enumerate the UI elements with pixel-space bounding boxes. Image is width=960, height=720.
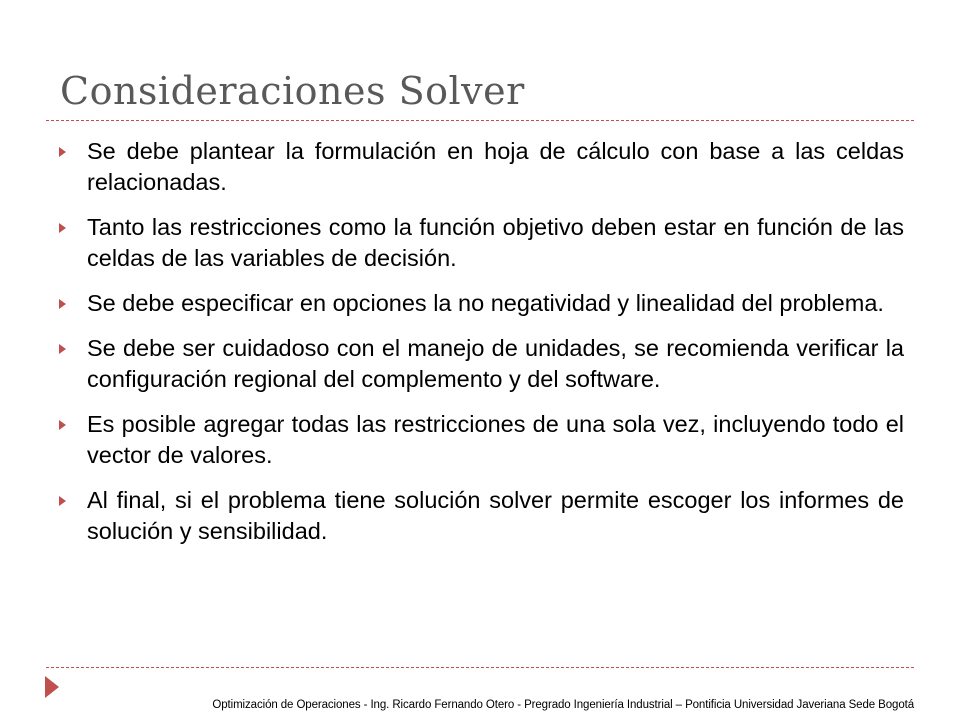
- bullet-text: Es posible agregar todas las restricciones de una sola vez, incluyendo todo el vector de valores.: [87, 411, 904, 468]
- bullet-text: Al final, si el problema tiene solución solver permite escoger los informes de solución y sensibilidad.: [87, 487, 904, 544]
- triangle-right-icon: [59, 223, 66, 233]
- bullet-item: [56, 333, 904, 395]
- bullet-item: [56, 288, 904, 319]
- bullet-list: [56, 136, 904, 561]
- bullet-item: [56, 409, 904, 471]
- bullet-text: Tanto las restricciones como la función objetivo deben estar en función de las celdas de las variables de decisión.: [87, 214, 904, 271]
- bullet-item: [56, 136, 904, 198]
- footer-triangle-icon: [45, 676, 59, 698]
- bullet-item: [56, 212, 904, 274]
- triangle-right-icon: [59, 496, 66, 506]
- title-divider: [46, 120, 914, 121]
- footer-text: Optimización de Operaciones - Ing. Ricardo Fernando Otero - Pregrado Ingeniería Industrial – Pontificia Universidad Javeriana Sede Bogotá: [212, 699, 914, 711]
- slide-title: Consideraciones Solver: [60, 69, 525, 113]
- bullet-text: Se debe plantear la formulación en hoja de cálculo con base a las celdas relacionadas.: [87, 138, 904, 195]
- footer-divider: [46, 667, 914, 668]
- triangle-right-icon: [59, 299, 66, 309]
- bullet-text: Se debe ser cuidadoso con el manejo de unidades, se recomienda verificar la configuración regional del complemento y del software.: [87, 335, 904, 392]
- triangle-right-icon: [59, 420, 66, 430]
- triangle-right-icon: [59, 344, 66, 354]
- bullet-text: Se debe especificar en opciones la no negatividad y linealidad del problema.: [87, 290, 884, 316]
- bullet-item: [56, 485, 904, 547]
- triangle-right-icon: [59, 147, 66, 157]
